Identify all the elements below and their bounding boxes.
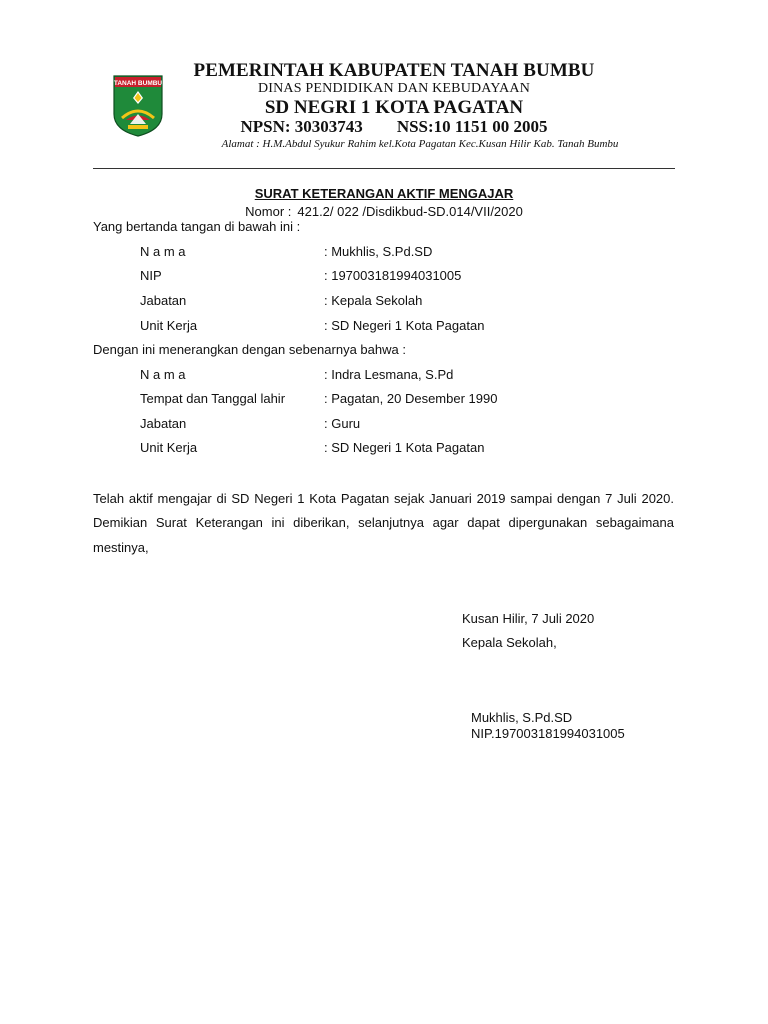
signer-position-value: : Kepala Sekolah	[324, 293, 423, 308]
document-number-label: Nomor :	[245, 204, 292, 219]
department-heading: DINAS PENDIDIKAN DAN KEBUDAYAAN	[257, 81, 531, 96]
subject-position-label: Jabatan	[140, 416, 187, 431]
statement-text: Dengan ini menerangkan dengan sebenarnya bahwa :	[93, 342, 406, 357]
document-number	[0, 204, 768, 219]
signer-name-label: N a m a	[140, 244, 186, 259]
signer-nip-label: NIP	[140, 268, 162, 283]
subject-position-value: : Guru	[324, 416, 361, 431]
document-number-value: 421.2/ 022 /Disdikbud-SD.014/VII/2020	[297, 204, 523, 219]
subject-name-value: : Indra Lesmana, S.Pd	[324, 367, 454, 382]
government-heading: PEMERINTAH KABUPATEN TANAH BUMBU	[193, 60, 595, 81]
npsn-code: NPSN: 30303743	[240, 117, 363, 136]
svg-text:TANAH BUMBU: TANAH BUMBU	[113, 80, 163, 87]
signature-position: Kepala Sekolah,	[462, 635, 557, 650]
signature-nip: NIP.197003181994031005	[471, 726, 625, 741]
signer-nip-value: : 197003181994031005	[324, 268, 462, 283]
signer-unit-label: Unit Kerja	[140, 318, 198, 333]
signature-place-date: Kusan Hilir, 7 Juli 2020	[462, 611, 595, 626]
signer-name-value: : Mukhlis, S.Pd.SD	[324, 244, 433, 259]
body-paragraph-closing: Demikian Surat Keterangan ini diberikan, selanjutnya agar dapat dipergunakan sebagaimana mestinya,	[93, 515, 674, 555]
subject-name-label: N a m a	[140, 367, 186, 382]
school-codes	[150, 117, 638, 137]
letterhead-divider	[93, 168, 675, 169]
subject-unit-label: Unit Kerja	[140, 440, 198, 455]
subject-birth-label: Tempat dan Tanggal lahir	[140, 391, 286, 406]
body-paragraph-active-teaching: Telah aktif mengajar di SD Negeri 1 Kota Pagatan sejak Januari 2019 sampai dengan 7 Juli 2020.	[93, 491, 674, 506]
nss-code: NSS:10 1151 00 2005	[396, 117, 548, 136]
school-address: Alamat : H.M.Abdul Syukur Rahim kel.Kota Pagatan Kec.Kusan Hilir Kab. Tanah Bumbu	[221, 138, 619, 150]
signature-name: Mukhlis, S.Pd.SD	[471, 710, 573, 725]
signer-position-label: Jabatan	[140, 293, 187, 308]
signer-unit-value: : SD Negeri 1 Kota Pagatan	[324, 318, 485, 333]
subject-unit-value: : SD Negeri 1 Kota Pagatan	[324, 440, 485, 455]
school-name-heading: SD NEGRI 1 KOTA PAGATAN	[264, 97, 524, 118]
subject-birth-value: : Pagatan, 20 Desember 1990	[324, 391, 498, 406]
document-title: SURAT KETERANGAN AKTIF MENGAJAR	[254, 186, 514, 201]
intro-text: Yang bertanda tangan di bawah ini :	[93, 219, 301, 234]
